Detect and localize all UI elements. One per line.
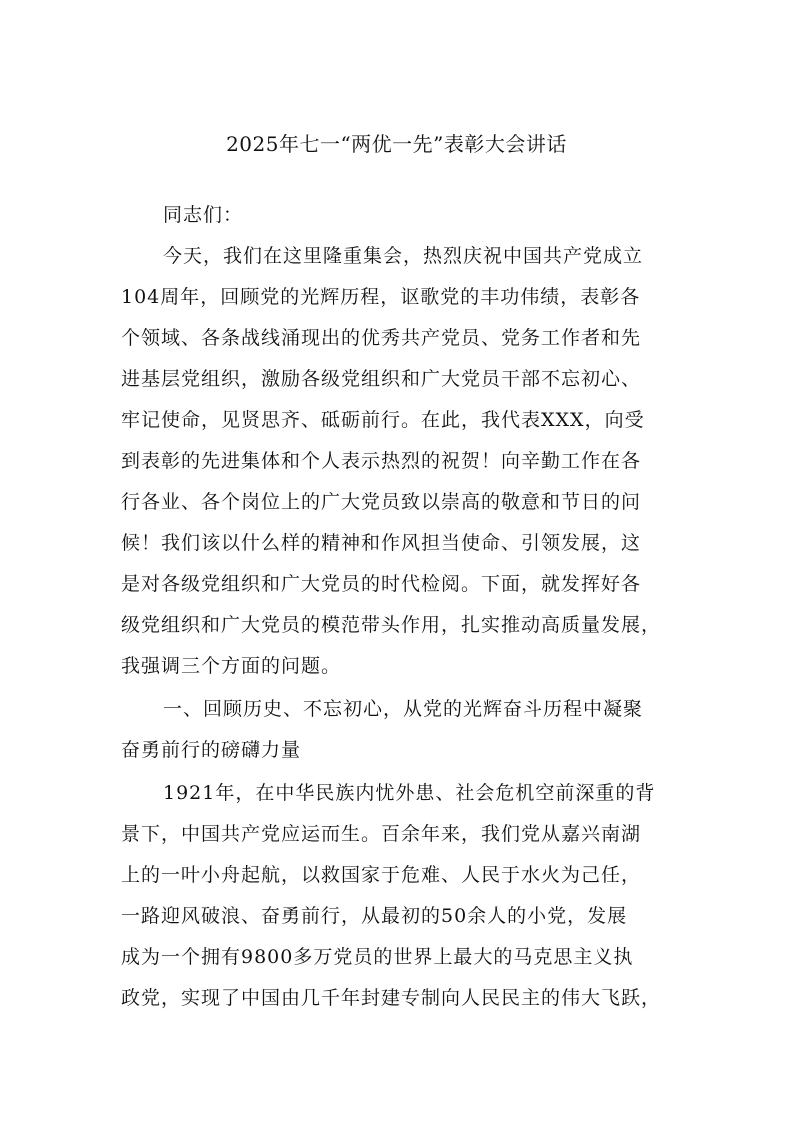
section-heading-line: 一、回顾历史、不忘初心，从党的光辉奋斗历程中凝聚 xyxy=(163,698,644,720)
paragraph-line: 候！我们该以什么样的精神和作风担当使命、引领发展，这 xyxy=(121,532,642,554)
paragraph-line: 级党组织和广大党员的模范带头作用，扎实推动高质量发展， xyxy=(121,614,662,636)
salutation: 同志们： xyxy=(163,204,244,226)
paragraph-line: 上的一叶小舟起航，以救国家于危难、人民于水火为己任， xyxy=(121,864,642,886)
paragraph-line: 牢记使命，见贤思齐、砥砺前行。在此，我代表XXX，向受 xyxy=(121,409,645,431)
paragraph-line: 行各业、各个岗位上的广大党员致以崇高的敬意和节日的问 xyxy=(121,491,642,513)
section-heading-line: 奋勇前行的磅礴力量 xyxy=(121,739,302,761)
paragraph-line: 景下，中国共产党应运而生。百余年来，我们党从嘉兴南湖 xyxy=(121,823,642,845)
paragraph-line: 到表彰的先进集体和个人表示热烈的祝贺！向辛勤工作在各 xyxy=(121,450,642,472)
paragraph-line: 进基层党组织，激励各级党组织和广大党员干部不忘初心、 xyxy=(121,368,642,390)
document-title: 2025年七一“两优一先”表彰大会讲话 xyxy=(226,132,567,156)
paragraph-line: 一路迎风破浪、奋勇前行，从最初的50余人的小党，发展 xyxy=(121,905,628,927)
paragraph-line: 我强调三个方面的问题。 xyxy=(121,655,342,677)
paragraph-line: 104周年，回顾党的光辉历程，讴歌党的丰功伟绩，表彰各 xyxy=(121,286,641,308)
paragraph-line: 政党，实现了中国由几千年封建专制向人民民主的伟大飞跃， xyxy=(121,987,662,1009)
paragraph-line: 个领域、各条战线涌现出的优秀共产党员、党务工作者和先 xyxy=(121,327,642,349)
paragraph-line: 是对各级党组织和广大党员的时代检阅。下面，就发挥好各 xyxy=(121,573,642,595)
paragraph-line: 1921年，在中华民族内忧外患、社会危机空前深重的背 xyxy=(163,782,656,804)
paragraph-line: 今天，我们在这里隆重集会，热烈庆祝中国共产党成立 xyxy=(163,245,644,267)
paragraph-line: 成为一个拥有9800多万党员的世界上最大的马克思主义执 xyxy=(121,946,634,968)
